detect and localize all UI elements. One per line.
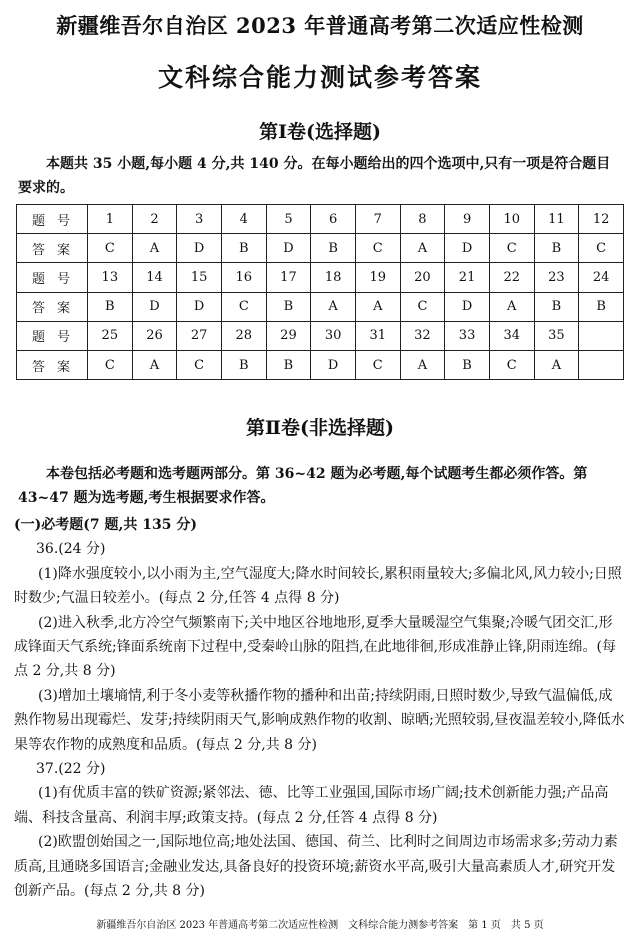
question-row (17, 205, 624, 234)
answer-row (17, 292, 624, 321)
answer-letter-cell: C (579, 234, 624, 263)
answer-letter-cell: C (88, 350, 133, 379)
question-number-cell: 9 (445, 205, 490, 234)
question-number-cell: 21 (445, 263, 490, 292)
question-number-cell: 29 (266, 321, 311, 350)
question-row (17, 263, 624, 292)
answer-row (17, 350, 624, 379)
question-number-cell: 31 (355, 321, 400, 350)
question-number-cell: 8 (400, 205, 445, 234)
section1-intro: 本题共 35 小题,每小题 4 分,共 140 分。在每小题给出的四个选项中,只有一项是符合题目要求的。 (18, 156, 611, 196)
question-number-cell: 15 (177, 263, 222, 292)
question-number-cell: 23 (534, 263, 579, 292)
question-number-cell: 25 (88, 321, 133, 350)
q37-part1: (1)有优质丰富的铁矿资源;紧邻法、德、比等工业强国,国际市场广阔;技术创新能力强;产品高端、科技含量高、利润丰厚;政策支持。(每点 2 分,任答 4 点得 8 分) (14, 785, 609, 826)
answer-letter-cell: B (221, 234, 266, 263)
question-number-cell: 34 (489, 321, 534, 350)
answer-letter-cell: B (311, 234, 356, 263)
question-number-cell: 13 (88, 263, 133, 292)
question-number-cell: 10 (489, 205, 534, 234)
question-row-label: 题号 (17, 205, 88, 234)
answer-letter-cell: C (489, 234, 534, 263)
question-number-cell: 16 (221, 263, 266, 292)
question-number-cell: 28 (221, 321, 266, 350)
answer-letter-cell: C (355, 350, 400, 379)
answer-letter-cell: C (355, 234, 400, 263)
answer-letter-cell: C (400, 292, 445, 321)
answer-letter-cell: C (177, 350, 222, 379)
answer-letter-cell: A (355, 292, 400, 321)
question-number-cell: 14 (132, 263, 177, 292)
answer-letter-cell: B (266, 350, 311, 379)
answer-letter-cell: C (221, 292, 266, 321)
question-number-cell: 1 (88, 205, 133, 234)
answer-letter-cell: B (534, 234, 579, 263)
answer-letter-cell: B (88, 292, 133, 321)
answer-letter-cell: C (88, 234, 133, 263)
q36-part2: (2)进入秋季,北方冷空气频繁南下;关中地区谷地地形,夏季大量暖湿空气集聚;冷暖气团交汇,形成锋面天气系统;锋面系统南下过程中,受秦岭山脉的阻挡,在此地徘徊,形成准静止锋,阴雨连绵。(每点 2 分,共 8 分) (14, 614, 616, 680)
q36-part1: (1)降水强度较小,以小雨为主,空气湿度大;降水时间较长,累积雨量较大;多偏北风,风力较小;日照时数少;气温日较差小。(每点 2 分,任答 4 点得 8 分) (14, 565, 622, 607)
q37-part2: (2)欧盟创始国之一,国际地位高;地处法国、德国、荷兰、比利时之间周边市场需求多;劳动力素质高,且通晓多国语言;金融业发达,具备良好的投资环境;薪资水平高,吸引大量高素质人才,研究开发创新产品。(每点 2 分,共 8 分) (14, 834, 618, 900)
question-row (17, 321, 624, 350)
answer-letter-cell: A (400, 350, 445, 379)
question-number-cell: 20 (400, 263, 445, 292)
question-number-cell: 4 (221, 205, 266, 234)
question-number-cell: 26 (132, 321, 177, 350)
answer-letter-cell: B (579, 292, 624, 321)
answer-row-label: 答案 (17, 234, 88, 263)
answer-body-text (14, 513, 626, 904)
answer-letter-cell: B (534, 292, 579, 321)
question-number-cell: 19 (355, 263, 400, 292)
answer-letter-cell: D (311, 350, 356, 379)
question-number-cell: 22 (489, 263, 534, 292)
section2-intro: 本卷包括必考题和选考题两部分。第 36~42 题为必考题,每个试题考生都必须作答。第 43~47 题为选考题,考生根据要求作答。 (18, 466, 588, 506)
answer-letter-cell: D (177, 292, 222, 321)
question-number-cell: 11 (534, 205, 579, 234)
answer-letter-cell: D (132, 292, 177, 321)
question-number-cell: 6 (311, 205, 356, 234)
q36-part3: (3)增加土壤墒情,利于冬小麦等秋播作物的播种和出苗;持续阴雨,日照时数少,导致气温偏低,成熟作物易出现霉烂、发芽;持续阴雨天气,影响成熟作物的收割、晾晒;光照较弱,昼夜温差较小,降低水果等农作物的成熟度和品质。(每点 2 分,共 8 分) (14, 687, 625, 753)
answer-letter-cell: B (445, 350, 490, 379)
question-number-cell: 24 (579, 263, 624, 292)
q37-label: 37.(22 分) (36, 761, 106, 778)
question-number-cell: 32 (400, 321, 445, 350)
answer-letter-cell: D (177, 234, 222, 263)
answer-letter-cell: A (400, 234, 445, 263)
question-number-cell: 7 (355, 205, 400, 234)
question-row-label: 题号 (17, 263, 88, 292)
section1-title: 第Ⅰ卷(选择题) (259, 121, 381, 143)
answer-letter-cell: D (445, 292, 490, 321)
page-footer: 新疆维吾尔自治区 2023 年普通高考第二次适应性检测 文科综合能力测参考答案 第 1 页 共 5 页 (96, 920, 544, 931)
exam-title: 新疆维吾尔自治区 2023 年普通高考第二次适应性检测 (56, 13, 584, 38)
answer-letter-cell: A (132, 350, 177, 379)
document-title: 文科综合能力测试参考答案 (157, 63, 482, 92)
question-row-label: 题号 (17, 321, 88, 350)
answer-letter-cell: D (445, 234, 490, 263)
question-number-cell: 12 (579, 205, 624, 234)
answer-row (17, 234, 624, 263)
q36-label: 36.(24 分) (36, 541, 106, 558)
answer-letter-cell: C (489, 350, 534, 379)
question-number-cell (579, 321, 624, 350)
question-number-cell: 33 (445, 321, 490, 350)
answer-letter-cell: A (311, 292, 356, 321)
question-number-cell: 30 (311, 321, 356, 350)
answer-letter-cell: A (534, 350, 579, 379)
answer-letter-cell: B (221, 350, 266, 379)
question-number-cell: 3 (177, 205, 222, 234)
required-subheading: (一)必考题(7 题,共 135 分) (14, 517, 197, 533)
question-number-cell: 2 (132, 205, 177, 234)
answer-row-label: 答案 (17, 350, 88, 379)
answer-letter-cell (579, 350, 624, 379)
question-number-cell: 17 (266, 263, 311, 292)
question-number-cell: 35 (534, 321, 579, 350)
question-number-cell: 27 (177, 321, 222, 350)
answer-row-label: 答案 (17, 292, 88, 321)
question-number-cell: 5 (266, 205, 311, 234)
answer-letter-cell: D (266, 234, 311, 263)
answer-letter-cell: A (489, 292, 534, 321)
question-number-cell: 18 (311, 263, 356, 292)
answer-table (16, 204, 624, 380)
answer-letter-cell: B (266, 292, 311, 321)
answer-letter-cell: A (132, 234, 177, 263)
section2-title: 第Ⅱ卷(非选择题) (246, 417, 394, 439)
